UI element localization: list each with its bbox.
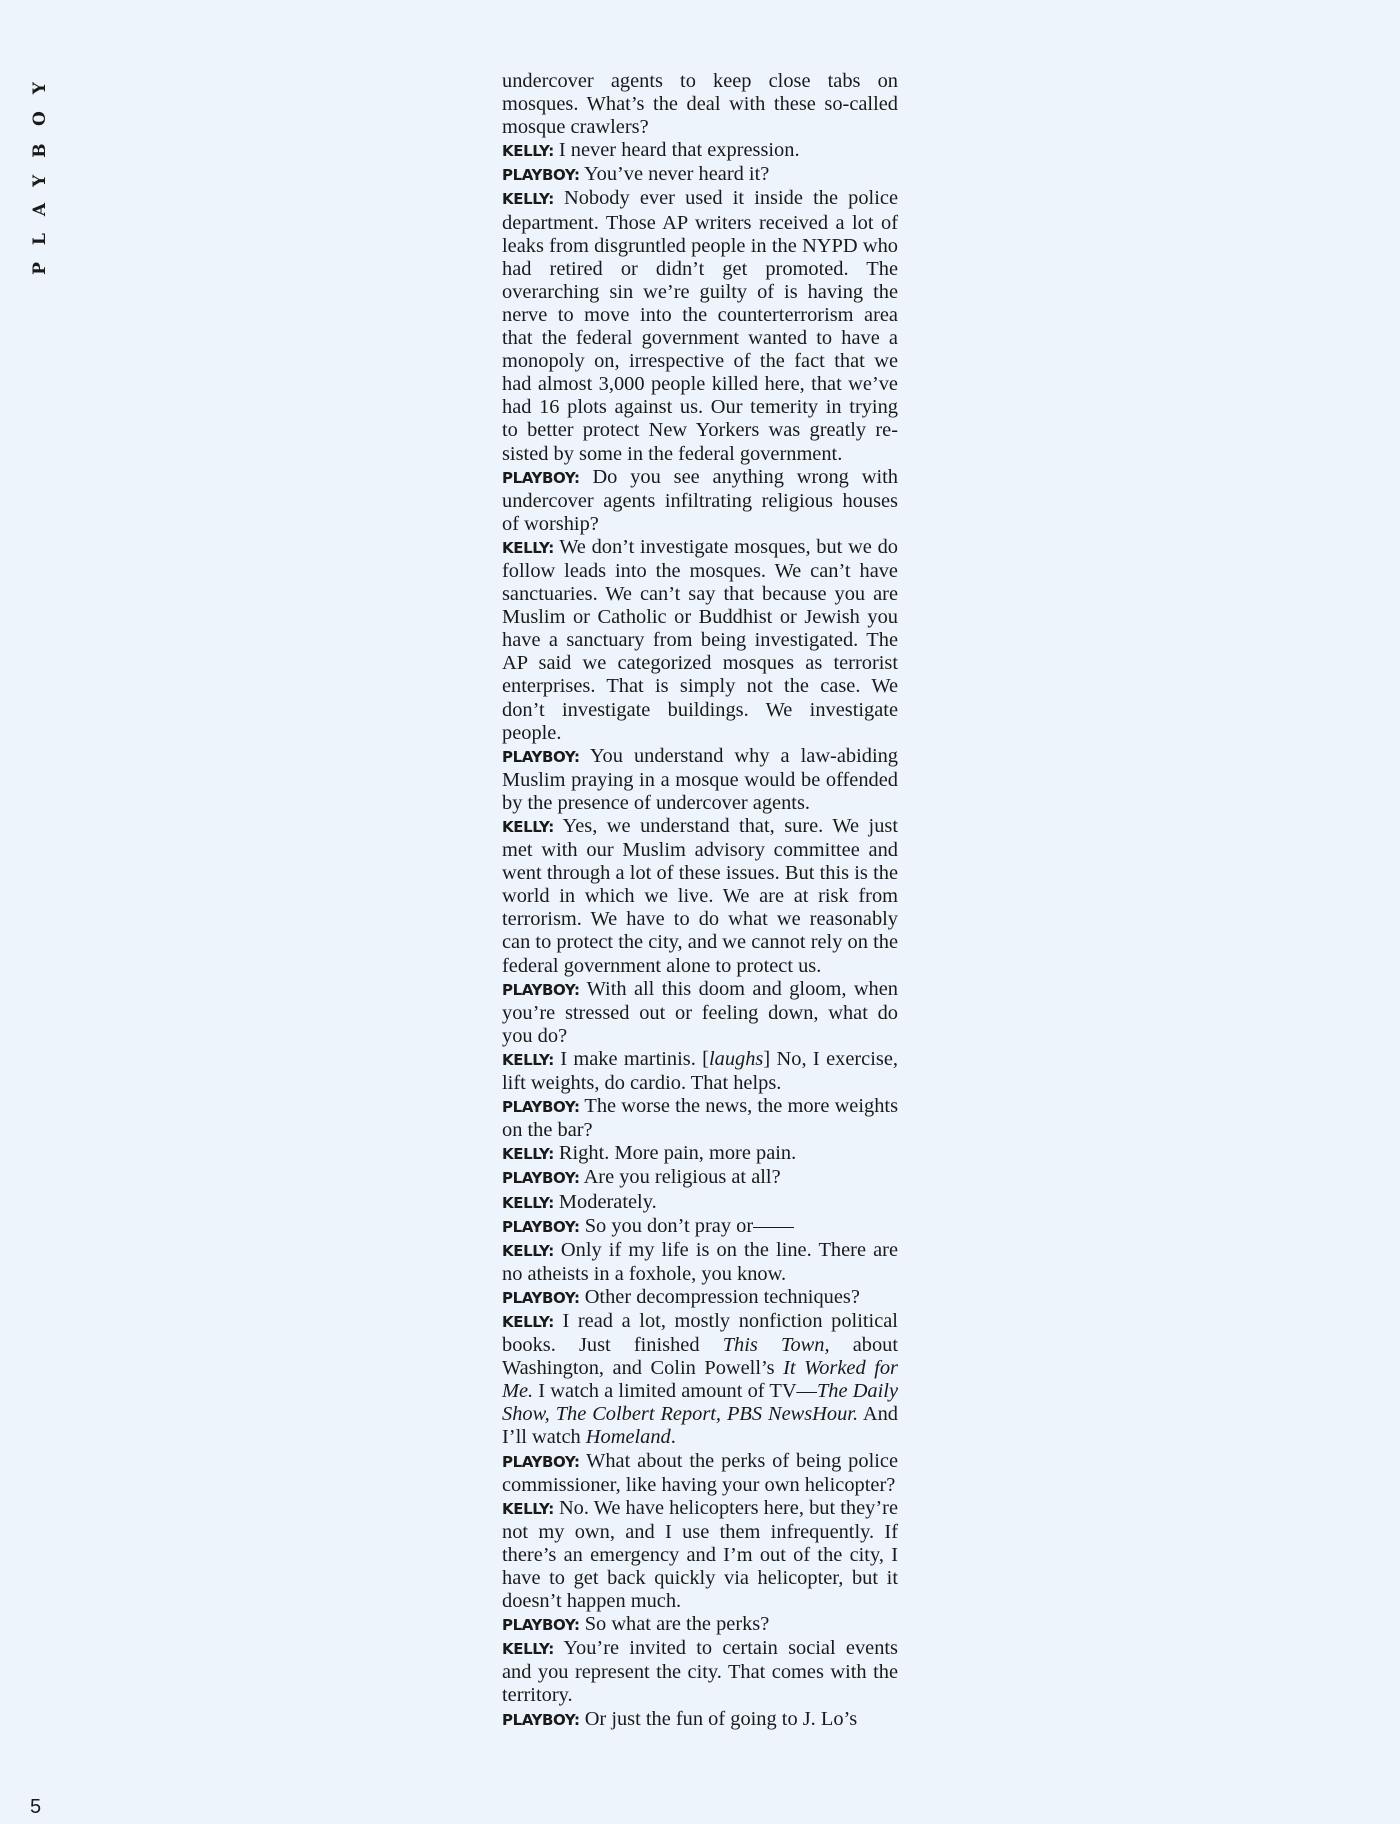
interview-paragraph [502,187,898,465]
interview-paragraph [502,1637,898,1707]
body-text: We don’t investigate mosques, but we do follow leads into the mosques. We can’t have sanctuaries. We can’t say that because you are Muslim or Catholic or Buddhist or Jewish you have a sanctuary from being investigated. The AP said we categorized mosques as terrorist enterprises. That is simply not the case. We don’t investigate buildings. We investigate people. [502,535,898,744]
masthead [18,60,62,280]
body-text: about Washington, and Colin Powell’s [502,1334,898,1380]
body-text: Yes, we understand that, sure. We just met with our Muslim advisory committee and went through a lot of these issues. But this is the world in which we live. We are at risk from terrorism. We have to do what we reasonably can to protect the city, and we cannot rely on the federal government alone to protect us. [502,815,898,977]
italic-text: The Daily Show, The Colbert Report, PBS NewsHour. [502,1380,898,1426]
interview-paragraph [502,1708,898,1732]
interview-paragraph [502,1048,898,1095]
interview-paragraph [502,466,898,536]
interview-paragraph [502,815,898,978]
speaker-label: PLAYBOY: [502,166,580,185]
interview-paragraph [502,1613,898,1637]
body-text: So what are the perks? [584,1613,770,1636]
speaker-label: PLAYBOY: [502,1288,580,1307]
interview-paragraph [502,1191,898,1215]
interview-paragraph [502,1142,898,1166]
body-text: No. We have helicopters here, but they’re not my own, and I use them infrequently. If there’s an emergency and I’m out of the city, I have to get back quickly via helicopter, but it doesn’t happen much. [502,1496,898,1613]
body-text: Other decompression techniques? [584,1285,860,1308]
interview-paragraph [502,536,898,745]
body-text: I make martinis. [ [560,1047,709,1070]
body-text: I never heard that expression. [558,139,800,162]
interview-paragraph [502,1310,898,1450]
italic-text: Homeland [585,1426,671,1449]
body-text: I read a lot, mostly nonfiction political books. Just finished [502,1309,898,1357]
interview-paragraph [502,1239,898,1286]
speaker-label: KELLY: [502,142,554,161]
interview-paragraph [502,1286,898,1310]
interview-paragraph [502,163,898,187]
speaker-label: KELLY: [502,190,554,209]
speaker-label: KELLY: [502,1241,554,1260]
body-text: You understand why a law-abiding Muslim praying in a mosque would be offended by the presence of undercover agents. [502,744,899,814]
speaker-label: PLAYBOY: [502,1217,580,1236]
masthead-logo-text: PLAYBOY [30,65,50,275]
article-column [502,70,898,1732]
speaker-label: PLAYBOY: [502,1710,580,1729]
body-text: What about the perks of being police commissioner, like having your own helicopter? [502,1449,898,1496]
speaker-label: PLAYBOY: [502,1169,580,1188]
body-text: Right. More pain, more pain. [558,1142,797,1165]
interview-paragraph [502,1497,898,1613]
body-text: The worse the news, the more weights on the bar? [502,1095,898,1142]
speaker-label: PLAYBOY: [502,1616,580,1635]
interview-paragraph [502,139,898,163]
speaker-label: PLAYBOY: [502,747,580,766]
interview-paragraph [502,745,898,815]
body-text: Are you religious at all? [583,1166,781,1189]
body-text: . [670,1426,676,1449]
body-text: You’ve never heard it? [583,163,770,186]
interview-paragraph [502,1095,898,1142]
body-text: Nobody ever used it inside the police department. Those AP writers received a lot of leaks from disgruntled people in the NYPD who had retired or didn’t get promoted. The overarching sin we’re guilty of is having the nerve to move into the counterterrorism area that the federal government wanted to have a monopoly on, irrespective of the fact that we had almost 3,000 people killed here, that we’ve had 16 plots against us. Our temerity in trying to better protect New Yorkers was greatly resisted by some in the federal government. [502,187,898,465]
italic-text: laughs [708,1047,764,1070]
speaker-label: PLAYBOY: [502,980,580,999]
speaker-label: PLAYBOY: [502,1098,580,1117]
body-text: You’re invited to certain social events and you represent the city. That comes with the territory. [502,1637,898,1707]
speaker-label: KELLY: [502,818,554,836]
speaker-label: KELLY: [502,1145,554,1164]
speaker-label: PLAYBOY: [502,468,580,487]
speaker-label: PLAYBOY: [502,1452,580,1471]
speaker-label: KELLY: [502,1193,554,1212]
body-text: And I’ll watch [502,1403,898,1449]
body-text: I watch a limited amount of TV— [533,1380,817,1403]
body-text: Only if my life is on the line. There are no atheists in a foxhole, you know. [502,1238,898,1285]
interview-paragraph [502,70,898,139]
page-number: 5 [30,1796,42,1818]
italic-text: It Worked for Me. [502,1357,898,1403]
interview-paragraph [502,1166,898,1190]
speaker-label: KELLY: [502,538,554,557]
body-text: Or just the fun of going to J. Lo’s [584,1707,858,1730]
body-text: Moderately. [558,1190,657,1213]
body-text: undercover agents to keep close tabs on mosques. What’s the deal with these so-called mosque crawlers? [502,70,898,139]
speaker-label: KELLY: [502,1499,554,1518]
speaker-label: KELLY: [502,1640,554,1659]
italic-text: This Town, [722,1334,830,1357]
interview-paragraph [502,1450,898,1497]
speaker-label: KELLY: [502,1050,554,1069]
body-text: So you don’t pray or—— [584,1214,794,1237]
body-text: Do you see anything wrong with undercover agents infiltrating religious houses of worship? [502,465,898,535]
speaker-label: KELLY: [502,1312,554,1331]
body-text: With all this doom and gloom, when you’re stressed out or feeling down, what do you do? [502,977,898,1047]
interview-paragraph [502,1215,898,1239]
body-text: ] No, I exercise, lift weights, do cardio. That helps. [502,1047,898,1095]
interview-paragraph [502,978,898,1048]
